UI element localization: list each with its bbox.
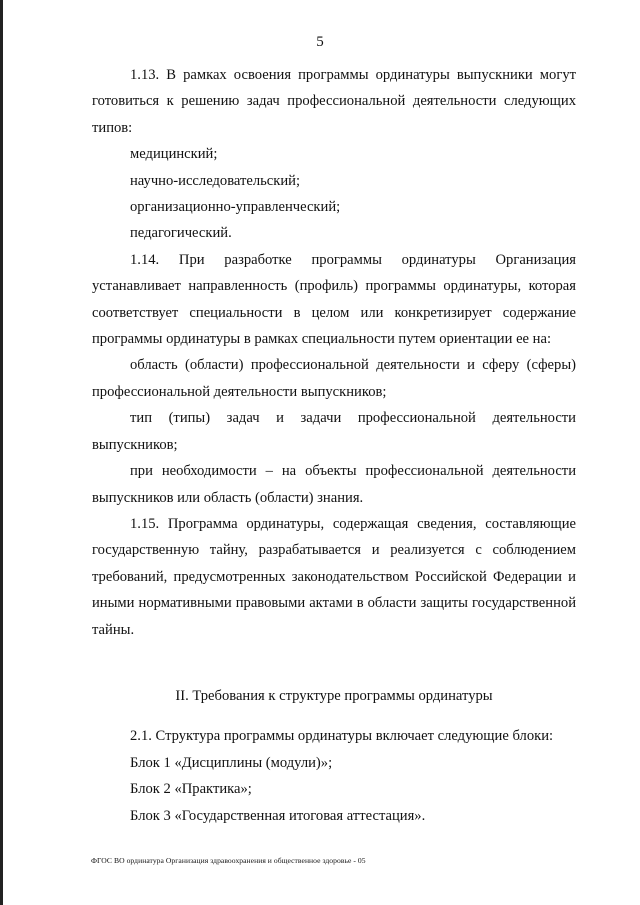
page-number: 5	[316, 34, 324, 50]
page-edge	[0, 0, 3, 905]
list-item: организационно-управленческий;	[130, 199, 341, 216]
paragraph-2-1: 2.1. Структура программы ординатуры включает следующие блоки:	[130, 728, 554, 745]
spacer	[92, 643, 576, 683]
list-item: при необходимости – на объекты профессиональной деятельности выпускников или область (области) знания.	[92, 463, 576, 506]
list-item: область (области) профессиональной деятельности и сферу (сферы) профессиональной деятельности выпускников;	[92, 357, 576, 400]
list-item: тип (типы) задач и задачи профессиональной деятельности выпускников;	[92, 410, 576, 453]
list-item: Блок 2 «Практика»;	[130, 781, 252, 798]
footer-note: ФГОС ВО ординатура Организация здравоохранения и общественное здоровье - 05	[91, 856, 366, 865]
section-heading: II. Требования к структуре программы ординатуры	[175, 687, 493, 704]
spacer	[92, 709, 576, 723]
list-item: педагогический.	[130, 225, 232, 242]
list-item: Блок 3 «Государственная итоговая аттестация».	[130, 807, 426, 824]
list-item: научно-исследовательский;	[130, 172, 301, 189]
paragraph-1-15: 1.15. Программа ординатуры, содержащая сведения, составляющие государственную тайну, разрабатывается и реализуется с соблюдением требований, предусмотренных законодательством Российской Федерации и иными нормативными правовыми актами в области защиты государственной тайны.	[92, 515, 576, 638]
list-item: медицинский;	[130, 146, 218, 163]
paragraph-1-13: 1.13. В рамках освоения программы ординатуры выпускники могут готовиться к решению задач профессиональной деятельности следующих типов:	[92, 67, 576, 136]
list-item: Блок 1 «Дисциплины (модули)»;	[130, 754, 333, 771]
paragraph-1-14: 1.14. При разработке программы ординатуры Организация устанавливает направленность (профиль) программы ординатуры, которая соответствует специальности в целом или конкретизирует содержание программы ординатуры в рамках специальности путем ориентации ее на:	[92, 251, 576, 348]
document-body	[92, 62, 576, 829]
